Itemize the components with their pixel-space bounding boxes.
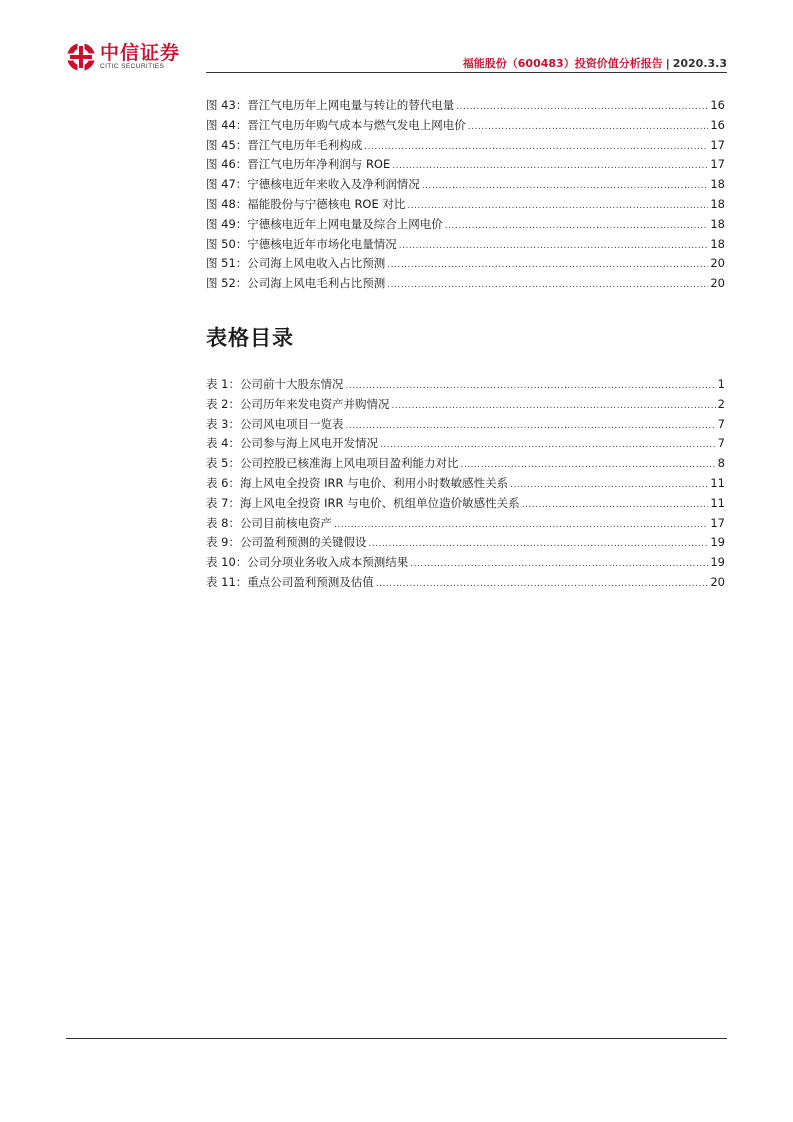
toc-entry-label: 图 44：晋江气电历年购气成本与燃气发电上网电价 bbox=[206, 117, 466, 132]
toc-leader bbox=[391, 395, 715, 417]
toc-leader bbox=[364, 136, 708, 158]
toc-leader bbox=[522, 494, 709, 516]
toc-entry-label: 图 49：宁德核电近年上网电量及综合上网电价 bbox=[206, 216, 443, 231]
toc-entry[interactable] bbox=[206, 553, 725, 573]
section-title-tables: 表格目录 bbox=[206, 326, 294, 350]
toc-leader bbox=[368, 533, 708, 555]
toc-leader bbox=[392, 155, 708, 177]
toc-entry[interactable] bbox=[206, 155, 725, 175]
toc-entry[interactable] bbox=[206, 136, 725, 156]
toc-entry-label: 表 4：公司参与海上风电开发情况 bbox=[206, 436, 378, 451]
logo-cn: 中信证券 bbox=[100, 42, 181, 64]
toc-leader bbox=[410, 553, 708, 575]
toc-entry[interactable] bbox=[206, 195, 725, 215]
toc-entry-label: 表 3：公司风电项目一览表 bbox=[206, 416, 344, 431]
toc-entry[interactable] bbox=[206, 96, 725, 116]
toc-entry-page: 18 bbox=[710, 177, 725, 192]
toc-entry-page: 8 bbox=[717, 456, 725, 471]
toc-entry-label: 表 11：重点公司盈利预测及估值 bbox=[206, 574, 374, 589]
toc-entry-page: 19 bbox=[710, 555, 725, 570]
toc-leader bbox=[345, 375, 715, 397]
toc-entry-page: 16 bbox=[710, 117, 725, 132]
report-title: 福能股份（600483）投资价值分析报告 bbox=[462, 57, 663, 70]
toc-entry-page: 2 bbox=[717, 396, 725, 411]
toc-entry-label: 表 1：公司前十大股东情况 bbox=[206, 377, 344, 391]
toc-entry[interactable] bbox=[206, 116, 725, 136]
table-toc bbox=[206, 375, 725, 593]
toc-leader bbox=[445, 215, 709, 237]
toc-entry[interactable] bbox=[206, 395, 725, 415]
header-separator: | bbox=[665, 57, 670, 70]
toc-entry-page: 11 bbox=[710, 495, 725, 510]
toc-entry-label: 表 6：海上风电全投资 IRR 与电价、利用小时数敏感性关系 bbox=[206, 475, 509, 490]
toc-entry-label: 图 51：公司海上风电收入占比预测 bbox=[206, 256, 386, 271]
toc-entry-page: 20 bbox=[710, 256, 725, 271]
toc-entry-label: 图 47：宁德核电近年来收入及净利润情况 bbox=[206, 177, 420, 192]
toc-entry-label: 表 8：公司目前核电资产 bbox=[206, 515, 332, 530]
toc-entry-page: 17 bbox=[710, 157, 725, 172]
citic-logo-icon bbox=[66, 42, 96, 72]
toc-entry[interactable] bbox=[206, 274, 725, 294]
figure-toc bbox=[206, 96, 725, 294]
toc-entry[interactable] bbox=[206, 375, 725, 395]
toc-entry[interactable] bbox=[206, 434, 725, 454]
toc-leader bbox=[407, 195, 708, 217]
toc-entry-label: 图 48：福能股份与宁德核电 ROE 对比 bbox=[206, 196, 406, 211]
header-rule bbox=[206, 72, 727, 73]
toc-entry-label: 表 2：公司历年来发电资产并购情况 bbox=[206, 396, 390, 411]
toc-entry-label: 图 43：晋江气电历年上网电量与转让的替代电量 bbox=[206, 98, 455, 112]
report-date: 2020.3.3 bbox=[672, 57, 727, 70]
toc-leader bbox=[456, 96, 708, 118]
toc-leader bbox=[334, 514, 708, 536]
toc-entry-label: 图 46：晋江气电历年净利润与 ROE bbox=[206, 157, 391, 172]
toc-leader bbox=[376, 573, 709, 595]
toc-entry-label: 表 9：公司盈利预测的关键假设 bbox=[206, 535, 367, 550]
toc-entry[interactable] bbox=[206, 215, 725, 235]
toc-entry[interactable] bbox=[206, 254, 725, 274]
toc-entry-page: 17 bbox=[710, 515, 725, 530]
toc-entry[interactable] bbox=[206, 514, 725, 534]
toc-leader bbox=[422, 175, 709, 197]
citic-logo bbox=[66, 40, 180, 74]
toc-entry[interactable] bbox=[206, 235, 725, 255]
toc-entry-label: 表 10：公司分项业务收入成本预测结果 bbox=[206, 555, 409, 570]
toc-leader bbox=[468, 116, 709, 138]
toc-entry-page: 18 bbox=[710, 196, 725, 211]
toc-leader bbox=[345, 415, 715, 437]
header-title bbox=[463, 55, 727, 71]
toc-entry-label: 图 50：宁德核电近年市场化电量情况 bbox=[206, 236, 397, 251]
toc-entry-page: 20 bbox=[710, 574, 725, 589]
toc-entry-label: 表 5：公司控股已核准海上风电项目盈利能力对比 bbox=[206, 456, 459, 471]
toc-entry[interactable] bbox=[206, 415, 725, 435]
toc-entry-page: 18 bbox=[710, 216, 725, 231]
toc-entry-page: 18 bbox=[710, 236, 725, 251]
toc-entry-label: 图 45：晋江气电历年毛利构成 bbox=[206, 137, 363, 152]
logo-en: CITIC SECURITIES bbox=[100, 63, 165, 70]
toc-entry[interactable] bbox=[206, 494, 725, 514]
toc-leader bbox=[387, 274, 708, 296]
toc-entry-page: 11 bbox=[710, 475, 725, 490]
toc-entry[interactable] bbox=[206, 474, 725, 494]
toc-entry[interactable] bbox=[206, 573, 725, 593]
toc-entry-page: 19 bbox=[710, 535, 725, 550]
toc-entry-page: 7 bbox=[717, 436, 725, 451]
toc-leader bbox=[380, 434, 716, 456]
toc-entry-label: 图 52：公司海上风电毛利占比预测 bbox=[206, 276, 386, 291]
footer-rule bbox=[66, 1038, 727, 1039]
toc-entry-page: 17 bbox=[710, 137, 725, 152]
toc-leader bbox=[387, 254, 708, 276]
toc-entry[interactable] bbox=[206, 175, 725, 195]
logo-text bbox=[100, 43, 180, 71]
toc-leader bbox=[510, 474, 708, 496]
toc-entry-page: 16 bbox=[710, 98, 725, 112]
toc-entry[interactable] bbox=[206, 454, 725, 474]
toc-leader bbox=[399, 235, 709, 257]
toc-entry-label: 表 7：海上风电全投资 IRR 与电价、机组单位造价敏感性关系 bbox=[206, 495, 520, 510]
toc-entry-page: 1 bbox=[717, 377, 725, 391]
toc-entry-page: 20 bbox=[710, 276, 725, 291]
toc-leader bbox=[460, 454, 715, 476]
toc-entry[interactable] bbox=[206, 533, 725, 553]
toc-entry-page: 7 bbox=[717, 416, 725, 431]
